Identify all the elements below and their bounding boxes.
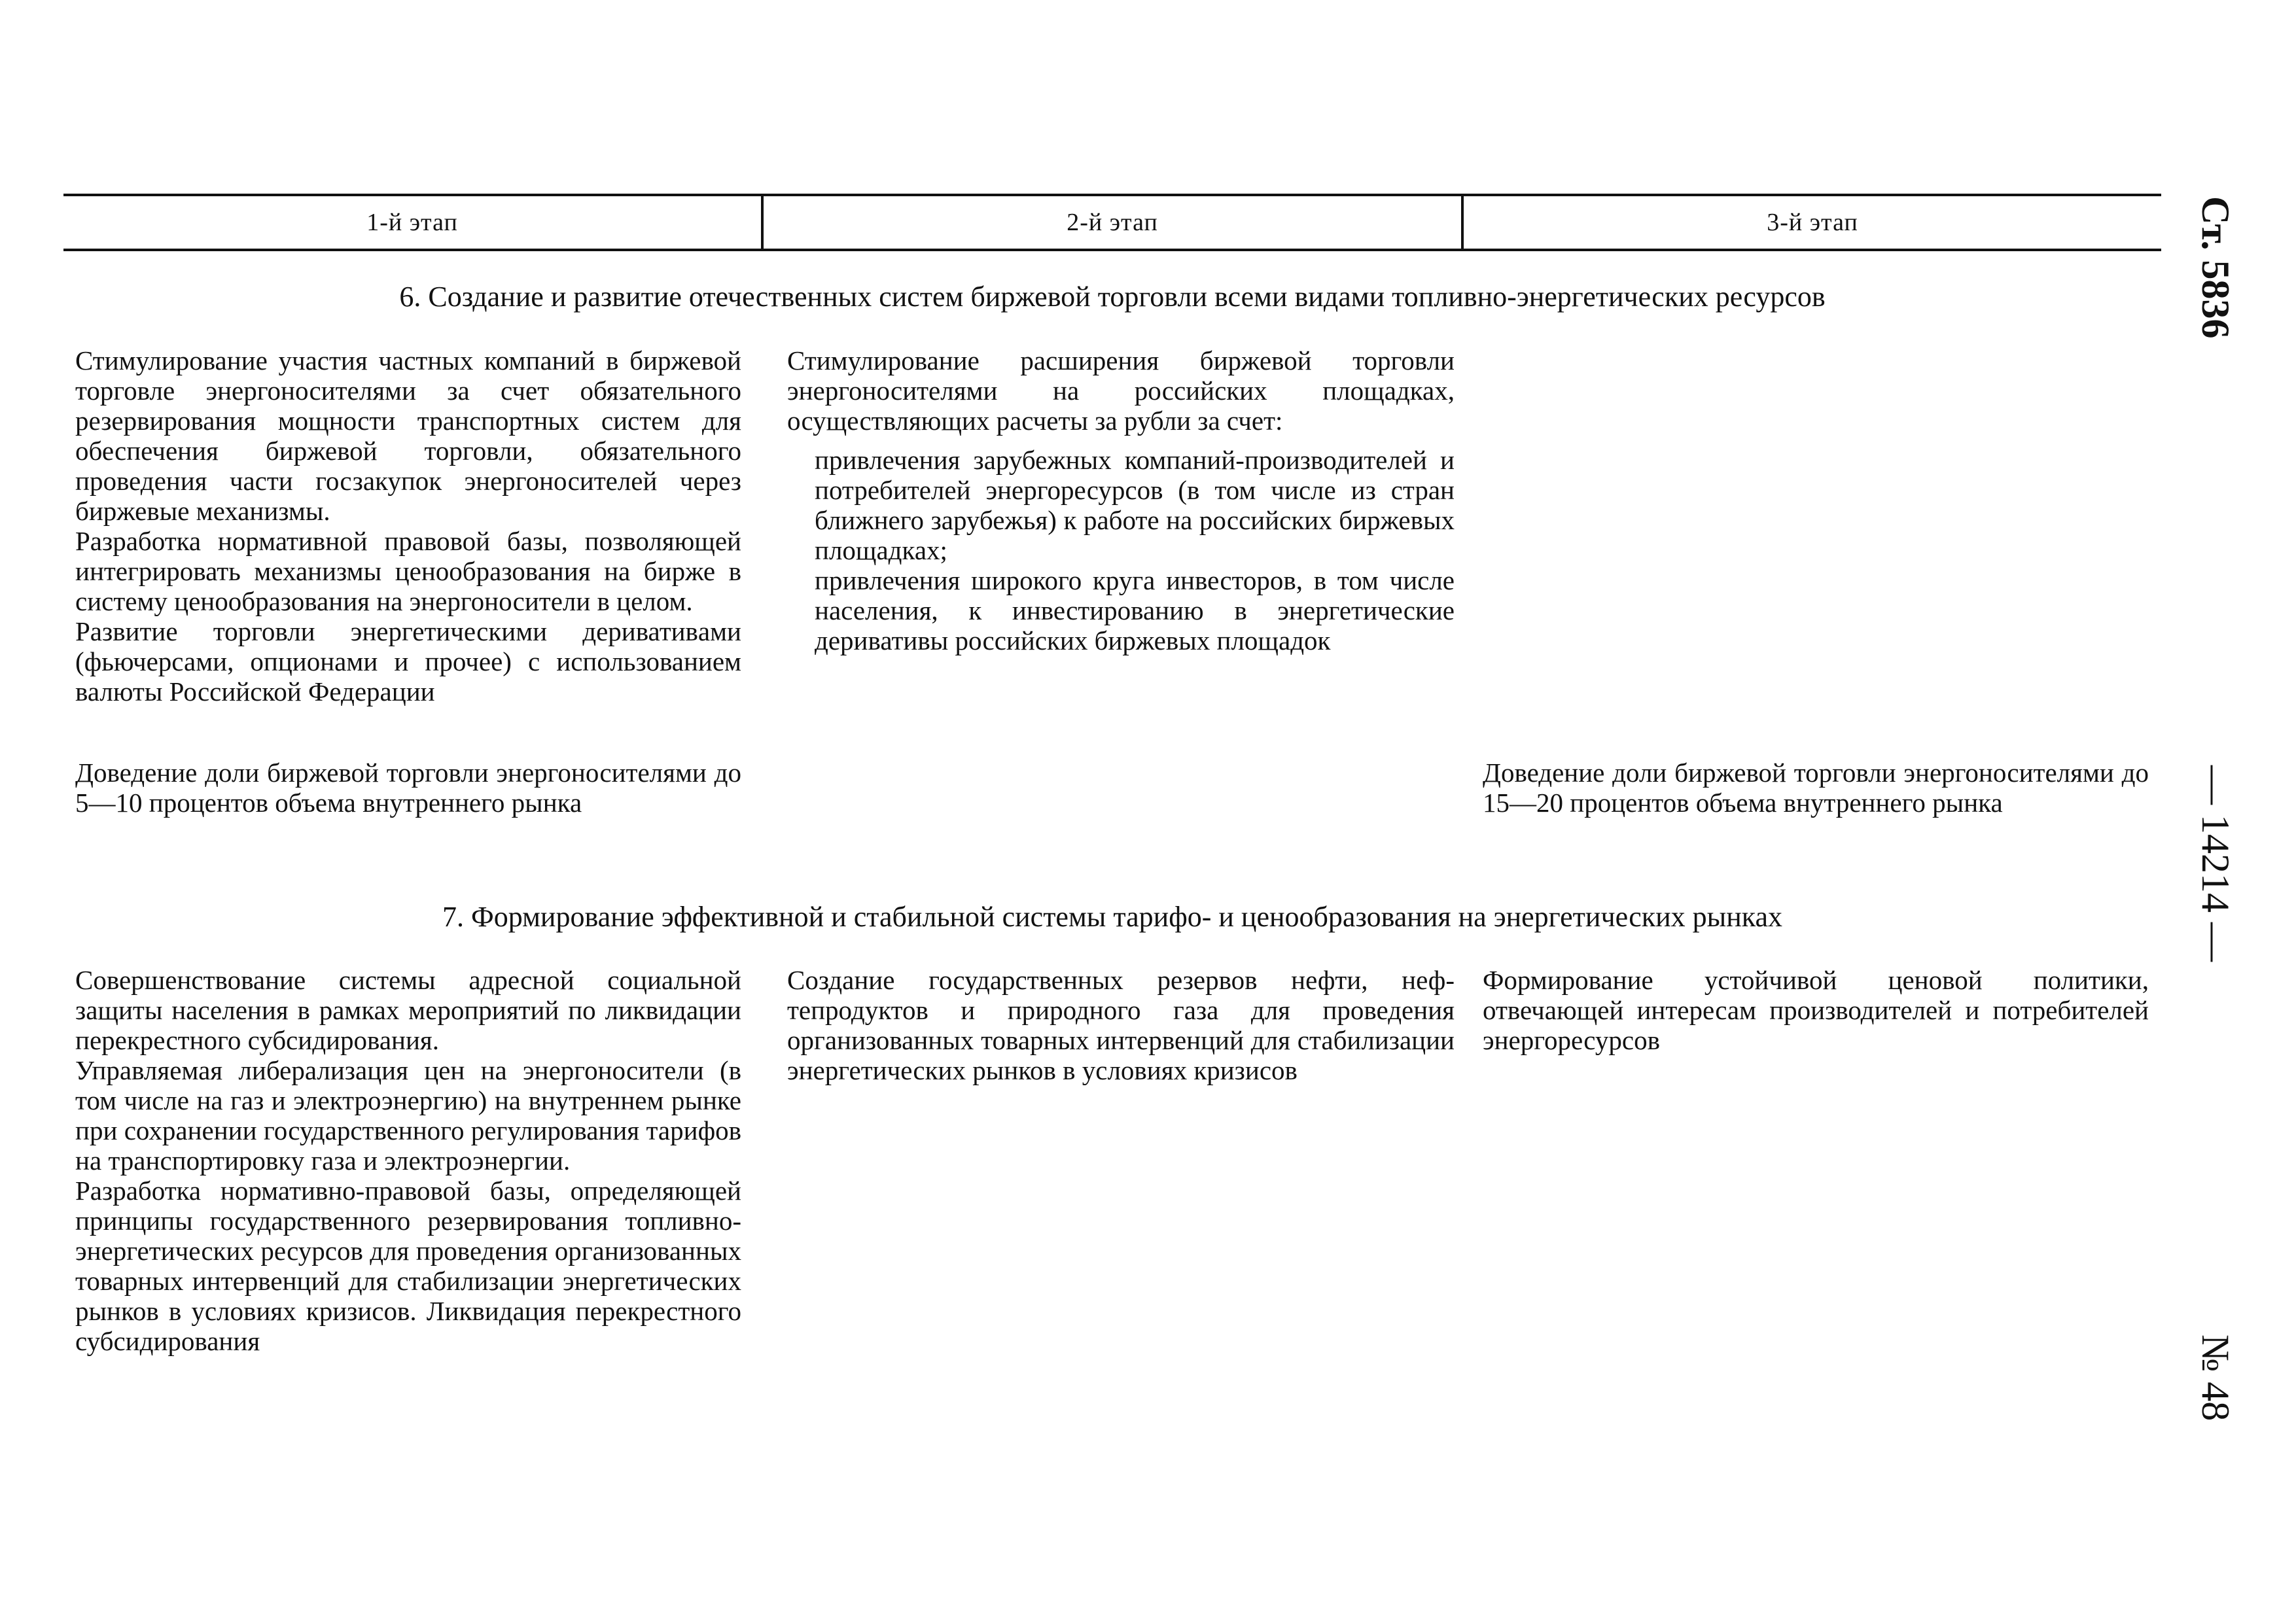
- section-7-stage-3: [1483, 965, 2149, 1055]
- section-6-stage-2: [787, 345, 1455, 655]
- list: [815, 445, 1455, 655]
- stage-3-header: 3-й этап: [1461, 196, 2161, 249]
- paragraph: Разработка нормативной правовой базы, позволяющей интегрировать механизмы ценообразования на бирже в систему ценообразования на энергоносители в целом.: [75, 526, 741, 616]
- section-7-title: 7. Формирование эффективной и стабильной системы тарифо- и ценообразования на энергетических рынках: [442, 901, 1783, 933]
- section-7-stage-2: [787, 965, 1455, 1085]
- paragraph: Разработка нормативно-правовой базы, определяющей принципы государственного резервирования топливно-энергетических ресурсов для проведения организованных товарных интервенций для стабилизации энергетических рынков в условиях кризисов. Ликвидация перекрестного субсидирования: [75, 1176, 741, 1356]
- list-item: привлечения зарубежных компаний-производителей и потребителей энергоресурсов (в том числе из стран ближнего зарубежья) к работе на российских биржевых площадках;: [815, 445, 1455, 565]
- paragraph: Управляемая либерализация цен на энергоносители (в том числе на газ и электроэнергию) на внутреннем рынке при сохранении государственного регулирования тарифов на транспортировку газа и электроэнергии.: [75, 1055, 741, 1176]
- section-6-title: 6. Создание и развитие отечественных систем биржевой торговли всеми видами топливно-энергетических ресурсов: [399, 281, 1826, 313]
- paragraph: Стимулирование участия частных компаний в биржевой торговле энергоносителями за счет обязательного резервирования мощности транспортных систем для обеспечения биржевой торговли, обязательного проведения части госзакупок энергоносителей через биржевые механизмы.: [75, 345, 741, 526]
- article-number: Ст. 5836: [2194, 196, 2237, 339]
- paragraph: Создание государственных резервов нефти, нефтепродуктов и природного газа для проведения организованных товарных интервенций для стабилизации энергетических рынков в условиях кризисов: [787, 965, 1455, 1085]
- page-number: — 14214 —: [2194, 765, 2237, 962]
- stages-header: [63, 194, 2161, 251]
- paragraph: Доведение доли биржевой торговли энергоносителями до 5—10 процентов объема внутреннего рынка: [75, 758, 741, 818]
- paragraph: Стимулирование расширения биржевой торговли энергоносителями на российских площадках, осуществляющих расчеты за рубли за счет:: [787, 345, 1455, 436]
- paragraph: Формирование устойчивой ценовой политики, отвечающей интересам производителей и потребителей энергоресурсов: [1483, 965, 2149, 1055]
- section-6-stage-1-target: [75, 758, 741, 818]
- paragraph: Доведение доли биржевой торговли энергоносителями до 15—20 процентов объема внутреннего рынка: [1483, 758, 2149, 818]
- list-item: привлечения широкого круга инвесторов, в том числе населения, к инвестированию в энергетические деривативы российских биржевых площадок: [815, 565, 1455, 655]
- paragraph: Развитие торговли энергетическими деривативaми (фьючерсами, опционами и прочее) с использованием валюты Российской Федерации: [75, 616, 741, 707]
- stage-2-header: 2-й этап: [761, 196, 1461, 249]
- section-6-stage-3-target: [1483, 758, 2149, 818]
- stage-1-header: 1-й этап: [366, 209, 458, 236]
- section-7-stage-1: [75, 965, 741, 1356]
- section-6-stage-1: [75, 345, 741, 707]
- issue-number: № 48: [2194, 1335, 2237, 1422]
- paragraph: Совершенствование системы адресной социальной защиты населения в рамках мероприятий по ликвидации перекрестного субсидирования.: [75, 965, 741, 1055]
